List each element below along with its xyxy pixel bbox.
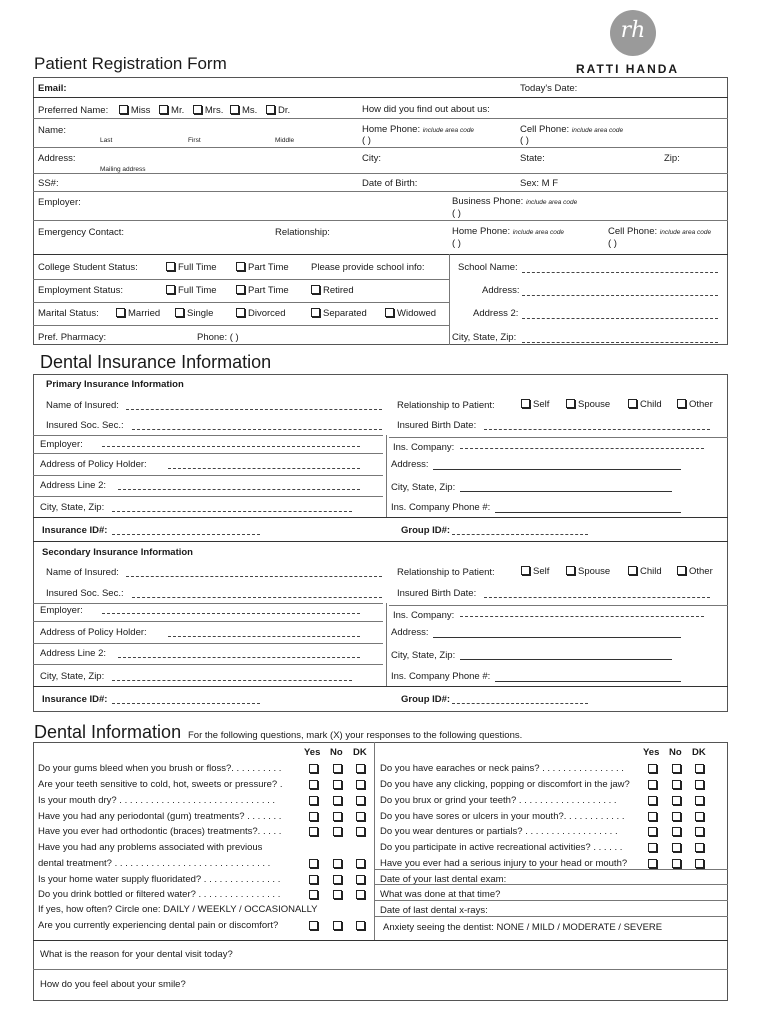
jaw-clicking-no-checkbox[interactable]	[672, 780, 681, 789]
marital-widowed-checkbox[interactable]: Widowed	[385, 308, 436, 319]
sores-dk-checkbox[interactable]	[695, 812, 704, 821]
employer-label: Employer:	[38, 197, 81, 208]
marital-divorced-checkbox[interactable]: Divorced	[236, 308, 286, 319]
bottled-water-yes-checkbox[interactable]	[309, 890, 318, 899]
brux-no-checkbox[interactable]	[672, 796, 681, 805]
primary-insured-ssn-label: Insured Soc. Sec.:	[46, 420, 124, 431]
secondary-rel-self-checkbox[interactable]: Self	[521, 566, 549, 577]
title-ms-checkbox[interactable]: Ms.	[230, 105, 257, 116]
question-mouth-dry: Is your mouth dry? . . . . . . . . . . . . . . . . . . . . . . . . . . . . . .	[38, 795, 276, 806]
dental-pain-dk-checkbox[interactable]	[356, 921, 365, 930]
secondary-rel-other-checkbox[interactable]: Other	[677, 566, 713, 577]
left-no-header: No	[330, 747, 343, 758]
bottled-water-dk-checkbox[interactable]	[356, 890, 365, 899]
pharmacy-label: Pref. Pharmacy:	[38, 332, 107, 343]
school-address2-label: Address 2:	[473, 308, 519, 319]
primary-insurance-id-label: Insurance ID#:	[42, 525, 108, 536]
secondary-policy-holder-label: Address of Policy Holder:	[40, 627, 147, 638]
college-fulltime-checkbox[interactable]: Full Time	[166, 262, 217, 273]
ssn-label: SS#:	[38, 178, 59, 189]
earaches-dk-checkbox[interactable]	[695, 764, 704, 773]
employment-fulltime-checkbox[interactable]: Full Time	[166, 285, 217, 296]
marital-single-checkbox[interactable]: Single	[175, 308, 213, 319]
page-title: Patient Registration Form	[34, 54, 227, 73]
question-fluoridated: Is your home water supply fluoridated? . . . . . . . . . . . . . . .	[38, 874, 281, 885]
brux-yes-checkbox[interactable]	[648, 796, 657, 805]
primary-address-label: Address:	[391, 459, 429, 470]
preferred-name-row	[38, 105, 290, 116]
state-label: State:	[520, 153, 545, 164]
periodontal-dk-checkbox[interactable]	[356, 812, 365, 821]
city-label: City:	[362, 153, 381, 164]
primary-rel-self-checkbox[interactable]: Self	[521, 399, 549, 410]
recreational-dk-checkbox[interactable]	[695, 843, 704, 852]
secondary-address2-label: Address Line 2:	[40, 648, 107, 659]
marital-separated-checkbox[interactable]: Separated	[311, 308, 367, 319]
home-phone-parens: ( )	[362, 135, 371, 146]
sores-yes-checkbox[interactable]	[648, 812, 657, 821]
title-mrs-checkbox[interactable]: Mrs.	[193, 105, 223, 116]
primary-ins-city-state-zip-label: City, State, Zip:	[391, 482, 456, 493]
insurance-section-title: Dental Insurance Information	[40, 352, 272, 372]
question-earaches: Do you have earaches or neck pains? . . . . . . . . . . . . . . . .	[380, 763, 624, 774]
recreational-yes-checkbox[interactable]	[648, 843, 657, 852]
secondary-insurance-id-label: Insurance ID#:	[42, 694, 108, 705]
title-mr-checkbox[interactable]: Mr.	[159, 105, 184, 116]
left-dk-header: DK	[353, 747, 367, 758]
question-dentures: Do you wear dentures or partials? . . . . . . . . . . . . . . . . . .	[380, 826, 618, 837]
orthodontic-yes-checkbox[interactable]	[309, 827, 318, 836]
mouth-dry-dk-checkbox[interactable]	[356, 796, 365, 805]
primary-rel-child-checkbox[interactable]: Child	[628, 399, 662, 410]
secondary-ins-company-phone-label: Ins. Company Phone #:	[391, 671, 491, 682]
primary-group-id-label: Group ID#:	[401, 525, 451, 536]
gums-bleed-yes-checkbox[interactable]	[309, 764, 318, 773]
secondary-insured-ssn-label: Insured Soc. Sec.:	[46, 588, 124, 599]
name-middle-hint: Middle	[275, 137, 295, 144]
dentures-dk-checkbox[interactable]	[695, 827, 704, 836]
college-status-label: College Student Status:	[38, 262, 138, 273]
gums-bleed-dk-checkbox[interactable]	[356, 764, 365, 773]
primary-city-state-zip-label: City, State, Zip:	[40, 502, 105, 513]
question-previous-problems: Have you had any problems associated with previous	[38, 842, 263, 853]
head-injury-dk-checkbox[interactable]	[695, 859, 704, 868]
primary-address2-label: Address Line 2:	[40, 480, 107, 491]
left-yes-header: Yes	[304, 747, 321, 758]
emergency-contact-label: Emergency Contact:	[38, 227, 125, 238]
reason-visit-label: What is the reason for your dental visit today?	[40, 949, 233, 960]
previous-problems-no-checkbox[interactable]	[333, 859, 342, 868]
dentures-yes-checkbox[interactable]	[648, 827, 657, 836]
name-last-hint: Last	[100, 137, 113, 144]
question-head-injury: Have you ever had a serious injury to your head or mouth?	[380, 858, 628, 869]
question-sores: Do you have sores or ulcers in your mouth?. . . . . . . . . . . .	[380, 811, 625, 822]
what-was-done-label: What was done at that time?	[380, 889, 501, 900]
dentures-no-checkbox[interactable]	[672, 827, 681, 836]
question-dental-pain: Are you currently experiencing dental pain or discomfort?	[38, 920, 279, 931]
teeth-sensitive-no-checkbox[interactable]	[333, 780, 342, 789]
secondary-rel-child-checkbox[interactable]: Child	[628, 566, 662, 577]
brux-dk-checkbox[interactable]	[695, 796, 704, 805]
marital-married-checkbox[interactable]: Married	[116, 308, 160, 319]
marital-status-label: Marital Status:	[38, 308, 99, 319]
periodontal-no-checkbox[interactable]	[333, 812, 342, 821]
jaw-clicking-dk-checkbox[interactable]	[695, 780, 704, 789]
periodontal-yes-checkbox[interactable]	[309, 812, 318, 821]
pharmacy-phone-label: Phone: ( )	[197, 332, 239, 343]
primary-ins-company-phone-label: Ins. Company Phone #:	[391, 502, 491, 513]
primary-employer-label: Employer:	[40, 439, 83, 450]
fluoridated-dk-checkbox[interactable]	[356, 875, 365, 884]
question-jaw-clicking: Do you have any clicking, popping or discomfort in the jaw?	[380, 779, 630, 790]
gums-bleed-no-checkbox[interactable]	[333, 764, 342, 773]
school-name-label: School Name:	[458, 262, 518, 273]
college-parttime-checkbox[interactable]: Part Time	[236, 262, 289, 273]
bottled-water-no-checkbox[interactable]	[333, 890, 342, 899]
how-found-label: How did you find out about us:	[362, 104, 490, 115]
secondary-ins-company-label: Ins. Company:	[393, 610, 455, 621]
last-dental-exam-label: Date of your last dental exam:	[380, 874, 507, 885]
anxiety-label: Anxiety seeing the dentist: NONE / MILD / MODERATE / SEVERE	[383, 922, 663, 933]
feel-smile-label: How do you feel about your smile?	[40, 979, 186, 990]
primary-rel-other-checkbox[interactable]: Other	[677, 399, 713, 410]
question-brux: Do you brux or grind your teeth? . . . . . . . . . . . . . . . . . . .	[380, 795, 617, 806]
mouth-dry-yes-checkbox[interactable]	[309, 796, 318, 805]
earaches-yes-checkbox[interactable]	[648, 764, 657, 773]
dental-pain-yes-checkbox[interactable]	[309, 921, 318, 930]
earaches-no-checkbox[interactable]	[672, 764, 681, 773]
fluoridated-no-checkbox[interactable]	[333, 875, 342, 884]
recreational-no-checkbox[interactable]	[672, 843, 681, 852]
title-miss-checkbox[interactable]: Miss	[119, 105, 151, 116]
name-first-hint: First	[188, 137, 201, 144]
cell-phone-label: Cell Phone: include area code	[520, 124, 624, 135]
primary-rel-spouse-checkbox[interactable]: Spouse	[566, 399, 610, 410]
primary-insured-birth-label: Insured Birth Date:	[397, 420, 477, 431]
right-dk-header: DK	[692, 747, 706, 758]
employment-status-label: Employment Status:	[38, 285, 124, 296]
question-orthodontic: Have you ever had orthodontic (braces) treatments?. . . . .	[38, 826, 282, 837]
school-info-label: Please provide school info:	[311, 262, 425, 273]
question-recreational: Do you participate in active recreational activities? . . . . . .	[380, 842, 623, 853]
title-dr-checkbox[interactable]: Dr.	[266, 105, 290, 116]
mailing-address-hint: Mailing address	[100, 166, 146, 173]
emergency-cell-phone-label: Cell Phone: include area code	[608, 226, 712, 237]
dental-instructions: For the following questions, mark (X) your responses to the following questions.	[188, 730, 523, 741]
secondary-insurance-title: Secondary Insurance Information	[42, 547, 193, 558]
secondary-rel-spouse-checkbox[interactable]: Spouse	[566, 566, 610, 577]
relationship-label: Relationship:	[275, 227, 330, 238]
secondary-group-id-label: Group ID#:	[401, 694, 451, 705]
secondary-address-label: Address:	[391, 627, 429, 638]
secondary-relationship-label: Relationship to Patient:	[397, 567, 495, 578]
business-phone-label: Business Phone: include area code	[452, 196, 578, 207]
teeth-sensitive-yes-checkbox[interactable]	[309, 780, 318, 789]
preferred-name-label: Preferred Name:	[38, 105, 109, 116]
sex-label: Sex: M F	[520, 178, 559, 189]
mouth-dry-no-checkbox[interactable]	[333, 796, 342, 805]
right-no-header: No	[669, 747, 682, 758]
email-label: Email:	[38, 83, 67, 94]
zip-label: Zip:	[664, 153, 680, 164]
employment-parttime-checkbox[interactable]: Part Time	[236, 285, 289, 296]
head-injury-no-checkbox[interactable]	[672, 859, 681, 868]
todays-date-label: Today's Date:	[520, 83, 578, 94]
teeth-sensitive-dk-checkbox[interactable]	[356, 780, 365, 789]
home-phone-label: Home Phone: include area code	[362, 124, 475, 135]
question-teeth-sensitive: Are your teeth sensitive to cold, hot, sweets or pressure? .	[38, 779, 283, 790]
fluoridated-yes-checkbox[interactable]	[309, 875, 318, 884]
emergency-cell-phone-parens: ( )	[608, 238, 617, 249]
question-previous-problems-cont: dental treatment? . . . . . . . . . . . . . . . . . . . . . . . . . . . . . .	[38, 858, 271, 869]
primary-ins-company-label: Ins. Company:	[393, 442, 455, 453]
previous-problems-dk-checkbox[interactable]	[356, 859, 365, 868]
secondary-name-insured-label: Name of Insured:	[46, 567, 119, 578]
sores-no-checkbox[interactable]	[672, 812, 681, 821]
secondary-employer-label: Employer:	[40, 605, 83, 616]
primary-name-insured-label: Name of Insured:	[46, 400, 119, 411]
head-injury-yes-checkbox[interactable]	[648, 859, 657, 868]
business-phone-parens: ( )	[452, 208, 461, 219]
jaw-clicking-yes-checkbox[interactable]	[648, 780, 657, 789]
question-gums-bleed: Do your gums bleed when you brush or floss?. . . . . . . . . .	[38, 763, 282, 774]
secondary-insured-birth-label: Insured Birth Date:	[397, 588, 477, 599]
school-address-label: Address:	[482, 285, 520, 296]
name-label: Name:	[38, 125, 66, 136]
question-periodontal: Have you had any periodontal (gum) treatments? . . . . . . .	[38, 811, 282, 822]
insurance-section	[33, 374, 728, 712]
primary-relationship-label: Relationship to Patient:	[397, 400, 495, 411]
dob-label: Date of Birth:	[362, 178, 418, 189]
orthodontic-no-checkbox[interactable]	[333, 827, 342, 836]
question-how-often: If yes, how often? Circle one: DAILY / WEEKLY / OCCASIONALLY	[38, 904, 318, 915]
secondary-ins-city-state-zip-label: City, State, Zip:	[391, 650, 456, 661]
emergency-home-phone-label: Home Phone: include area code	[452, 226, 565, 237]
primary-policy-holder-label: Address of Policy Holder:	[40, 459, 147, 470]
primary-insurance-title: Primary Insurance Information	[46, 379, 184, 390]
previous-problems-yes-checkbox[interactable]	[309, 859, 318, 868]
cell-phone-parens: ( )	[520, 135, 529, 146]
last-xrays-label: Date of last dental x-rays:	[380, 905, 488, 916]
dental-section-title: Dental Information	[34, 722, 182, 742]
brand-name: RATTI HANDA	[576, 62, 680, 76]
logo-monogram: rh	[620, 18, 646, 43]
dental-pain-no-checkbox[interactable]	[333, 921, 342, 930]
emergency-home-phone-parens: ( )	[452, 238, 461, 249]
orthodontic-dk-checkbox[interactable]	[356, 827, 365, 836]
school-city-state-zip-label: City, State, Zip:	[452, 332, 517, 343]
secondary-city-state-zip-label: City, State, Zip:	[40, 671, 105, 682]
right-yes-header: Yes	[643, 747, 660, 758]
address-label: Address:	[38, 153, 76, 164]
employment-retired-checkbox[interactable]: Retired	[311, 285, 354, 296]
question-bottled-water: Do you drink bottled or filtered water? . . . . . . . . . . . . . . . .	[38, 889, 281, 900]
